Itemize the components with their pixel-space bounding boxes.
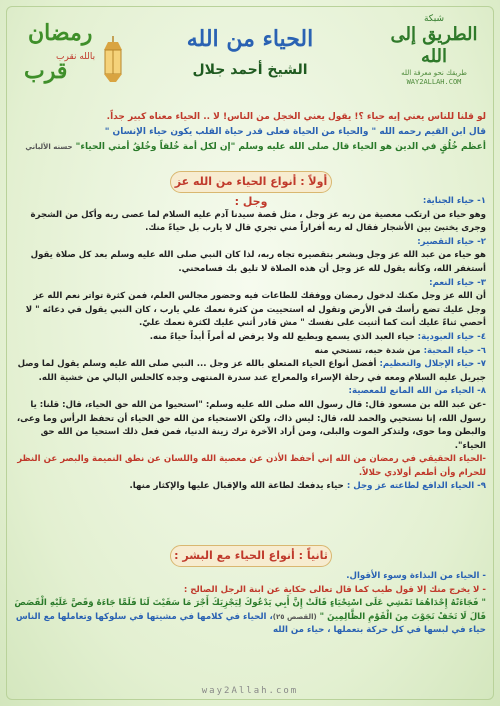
item-6-heading: ٦- حياء المحبة: (423, 345, 486, 356)
logo-name: الطريق إلى الله (390, 24, 478, 67)
ramadan-tagline: بالله نقرب (56, 52, 96, 62)
item-7-heading: ٧- حياء الإجلال والتعظيم: (379, 359, 486, 370)
intro-line-2: قال ابن القيم رحمه الله " والحياء من الحياة فعلى قدر حياة القلب يكون حياء الإنسان " (104, 127, 486, 137)
item-6-text: من شدة حبه، تستحي منه (314, 345, 421, 356)
item-8-heading: ٨- الحياء من الله المانع للمعصية: (348, 386, 486, 397)
author-name: الشيخ أحمد جلال (192, 62, 308, 78)
way2allah-logo[interactable] (384, 14, 484, 87)
item-8-note: -الحياء الحقيقي في رمضان من الله إني أحفظ الأذن عن معصية الله واللسان عن نطق النميمة والبصر عن النظر للحرام وأن أطعم أولادي حلالاً. (17, 454, 486, 478)
item-2-heading: ٢- حياء التقصير: (417, 236, 486, 247)
item-9-text: حياء يدفعك لطاعة الله والإقبال عليها والإكثار منها. (129, 481, 344, 492)
verse-reference: (القصص ٢٥) (272, 612, 317, 621)
hadith-grading: حسنه الألباني (25, 143, 73, 151)
item-4-text: حياء العبد الذي يسمع ويطيع لله ولا يرفض له أمراً أبداً حياءً منه. (149, 331, 415, 342)
page-title: الحياء من الله (186, 26, 314, 52)
logo-tagline: طريقك نحو معرفة الله (401, 69, 467, 77)
section-2-banner: ثانياً : أنواع الحياء مع البشر : (170, 545, 332, 567)
ramadan-word: رمضان (28, 20, 93, 46)
human-item-1: - الحياء من البذاءة وسوء الأقوال. (346, 571, 486, 581)
item-1-heading: ١- حياء الجناية: (422, 196, 486, 206)
item-9-heading: ٩- الحياء الدافع لطاعته عز وجل : (346, 481, 486, 492)
ramadan-logo (18, 14, 130, 100)
intro-block (14, 110, 486, 155)
item-7-text: أفضل أنواع الحياء المتعلق بالله عز وجل ... النبي صلى الله عليه وسلم يقول لما وصل جبريل عليه السلام ومعه في رحلة الإسراء والمعراج عند سدرة المنتهى وجده كالحلس البالي من خشية الله. (17, 359, 486, 383)
qurb-word: قرب (24, 58, 68, 84)
item-3-text: أن الله عز وجل مكنك لدخول رمضان ووفقك للطاعات فيه وحضور مجالس العلم، فمن كثرة تواتر نعم الله عز وجل عليك تضع رأسك في الأرض وتقول له استحييت من كثرة نعمك علي يارب ، كان النبي يقول في دعائه " لا أحصي ثناءً عليك أنت كما أثنيت على نفسك " مش قادر أثني عليك لكثرة نعمك عليّ. (25, 291, 486, 329)
section-2-body (14, 570, 486, 638)
footer-url[interactable]: way2Allah.com (201, 686, 299, 696)
logo-url: WAY2ALLAH.COM (406, 78, 462, 86)
logo-network-label: شبكة (423, 14, 445, 24)
item-3-heading: ٣- حياء النعم: (429, 277, 486, 288)
intro-line-3 (14, 140, 486, 155)
lantern-icon (100, 36, 126, 86)
human-item-2: - لا يخرج منك إلا قول طيب كما قال تعالى حكاية عن ابنة الرجل الصالح : (183, 584, 486, 595)
quran-verse: " فَجَاءَتْهُ إِحْدَاهُمَا تَمْشِي عَلَى اسْتِحْيَاءٍ قَالَتْ إِنَّ أَبِي يَدْعُوكَ لِيَجْزِيَكَ أَجْرَ مَا سَقَيْتَ لَنَا فَلَمَّا جَاءَهُ وَقَصَّ عَلَيْهِ الْقَصَصَ قَالَ لَا تَخَفْ نَجَوْتَ مِنَ الْقَوْمِ الظَّالِمِينَ " (14, 598, 486, 622)
human-item-3-text: ، الحياء في كلامها في مشيتها في سلوكها وتعاملها مع الناس حياء في لبسها في كل حركة بتعملها ، حياء من الله (15, 611, 486, 636)
item-2-text: هو حياء من عبد الله عز وجل ويشعر بتقصيره تجاه ربه، لذا كان النبي صلى الله عليه وسلم بعد كل صلاة يقول أستغفر الله، وكأنه يقول لله عز وجل أن هذه الصلاة لا تليق بك فسامحني. (30, 250, 486, 274)
section-1-body (14, 195, 486, 494)
intro-hadith: أعظم خُلُقٍ في الدين هو الحياء قال صلى الله عليه وسلم "إن لكل أمة خُلقاً وخُلقُ أمتي الحياء" (75, 142, 486, 152)
section-1-banner: أولاً : أنواع الحياء من الله عز وجل : (170, 171, 332, 193)
item-1-text: وهو حياء من ارتكب معصية من ربه عز وجل ، مثل قصة سيدنا آدم عليه السلام لما عصى ربه وأكل من الشجرة وجرى يختبئ بين الأشجار فقال له ربه أفراراً مني تجري قال لا يارب بل حياءً منك. (30, 209, 486, 234)
item-4-heading: ٤- حياء العبودية: (417, 331, 486, 342)
item-8-text: -عن عبد الله بن مسعود قال: قال رسول الله صلى الله عليه وسلم: "استحيوا من الله حق الحياء، قال: قلنا: يا رسول الله، إنا نستحيي والحمد لله، قال: ليس ذاك، ولكن الاستحياء من الله حق الحياء أن تحفظ الرأس وما وعى، والبطن وما حوى، ولتذكر الموت والبلى، ومن أراد الآخرة ترك زينة الدنيا، فمن فعل ذلك استحيا من الله حق الحياء". (16, 399, 486, 451)
intro-line-1: لو قلنا للناس يعني إيه حياء ؟! يقول يعني الخجل من الناس! لا .. الحياء معناه كبير جداً. (106, 112, 486, 122)
